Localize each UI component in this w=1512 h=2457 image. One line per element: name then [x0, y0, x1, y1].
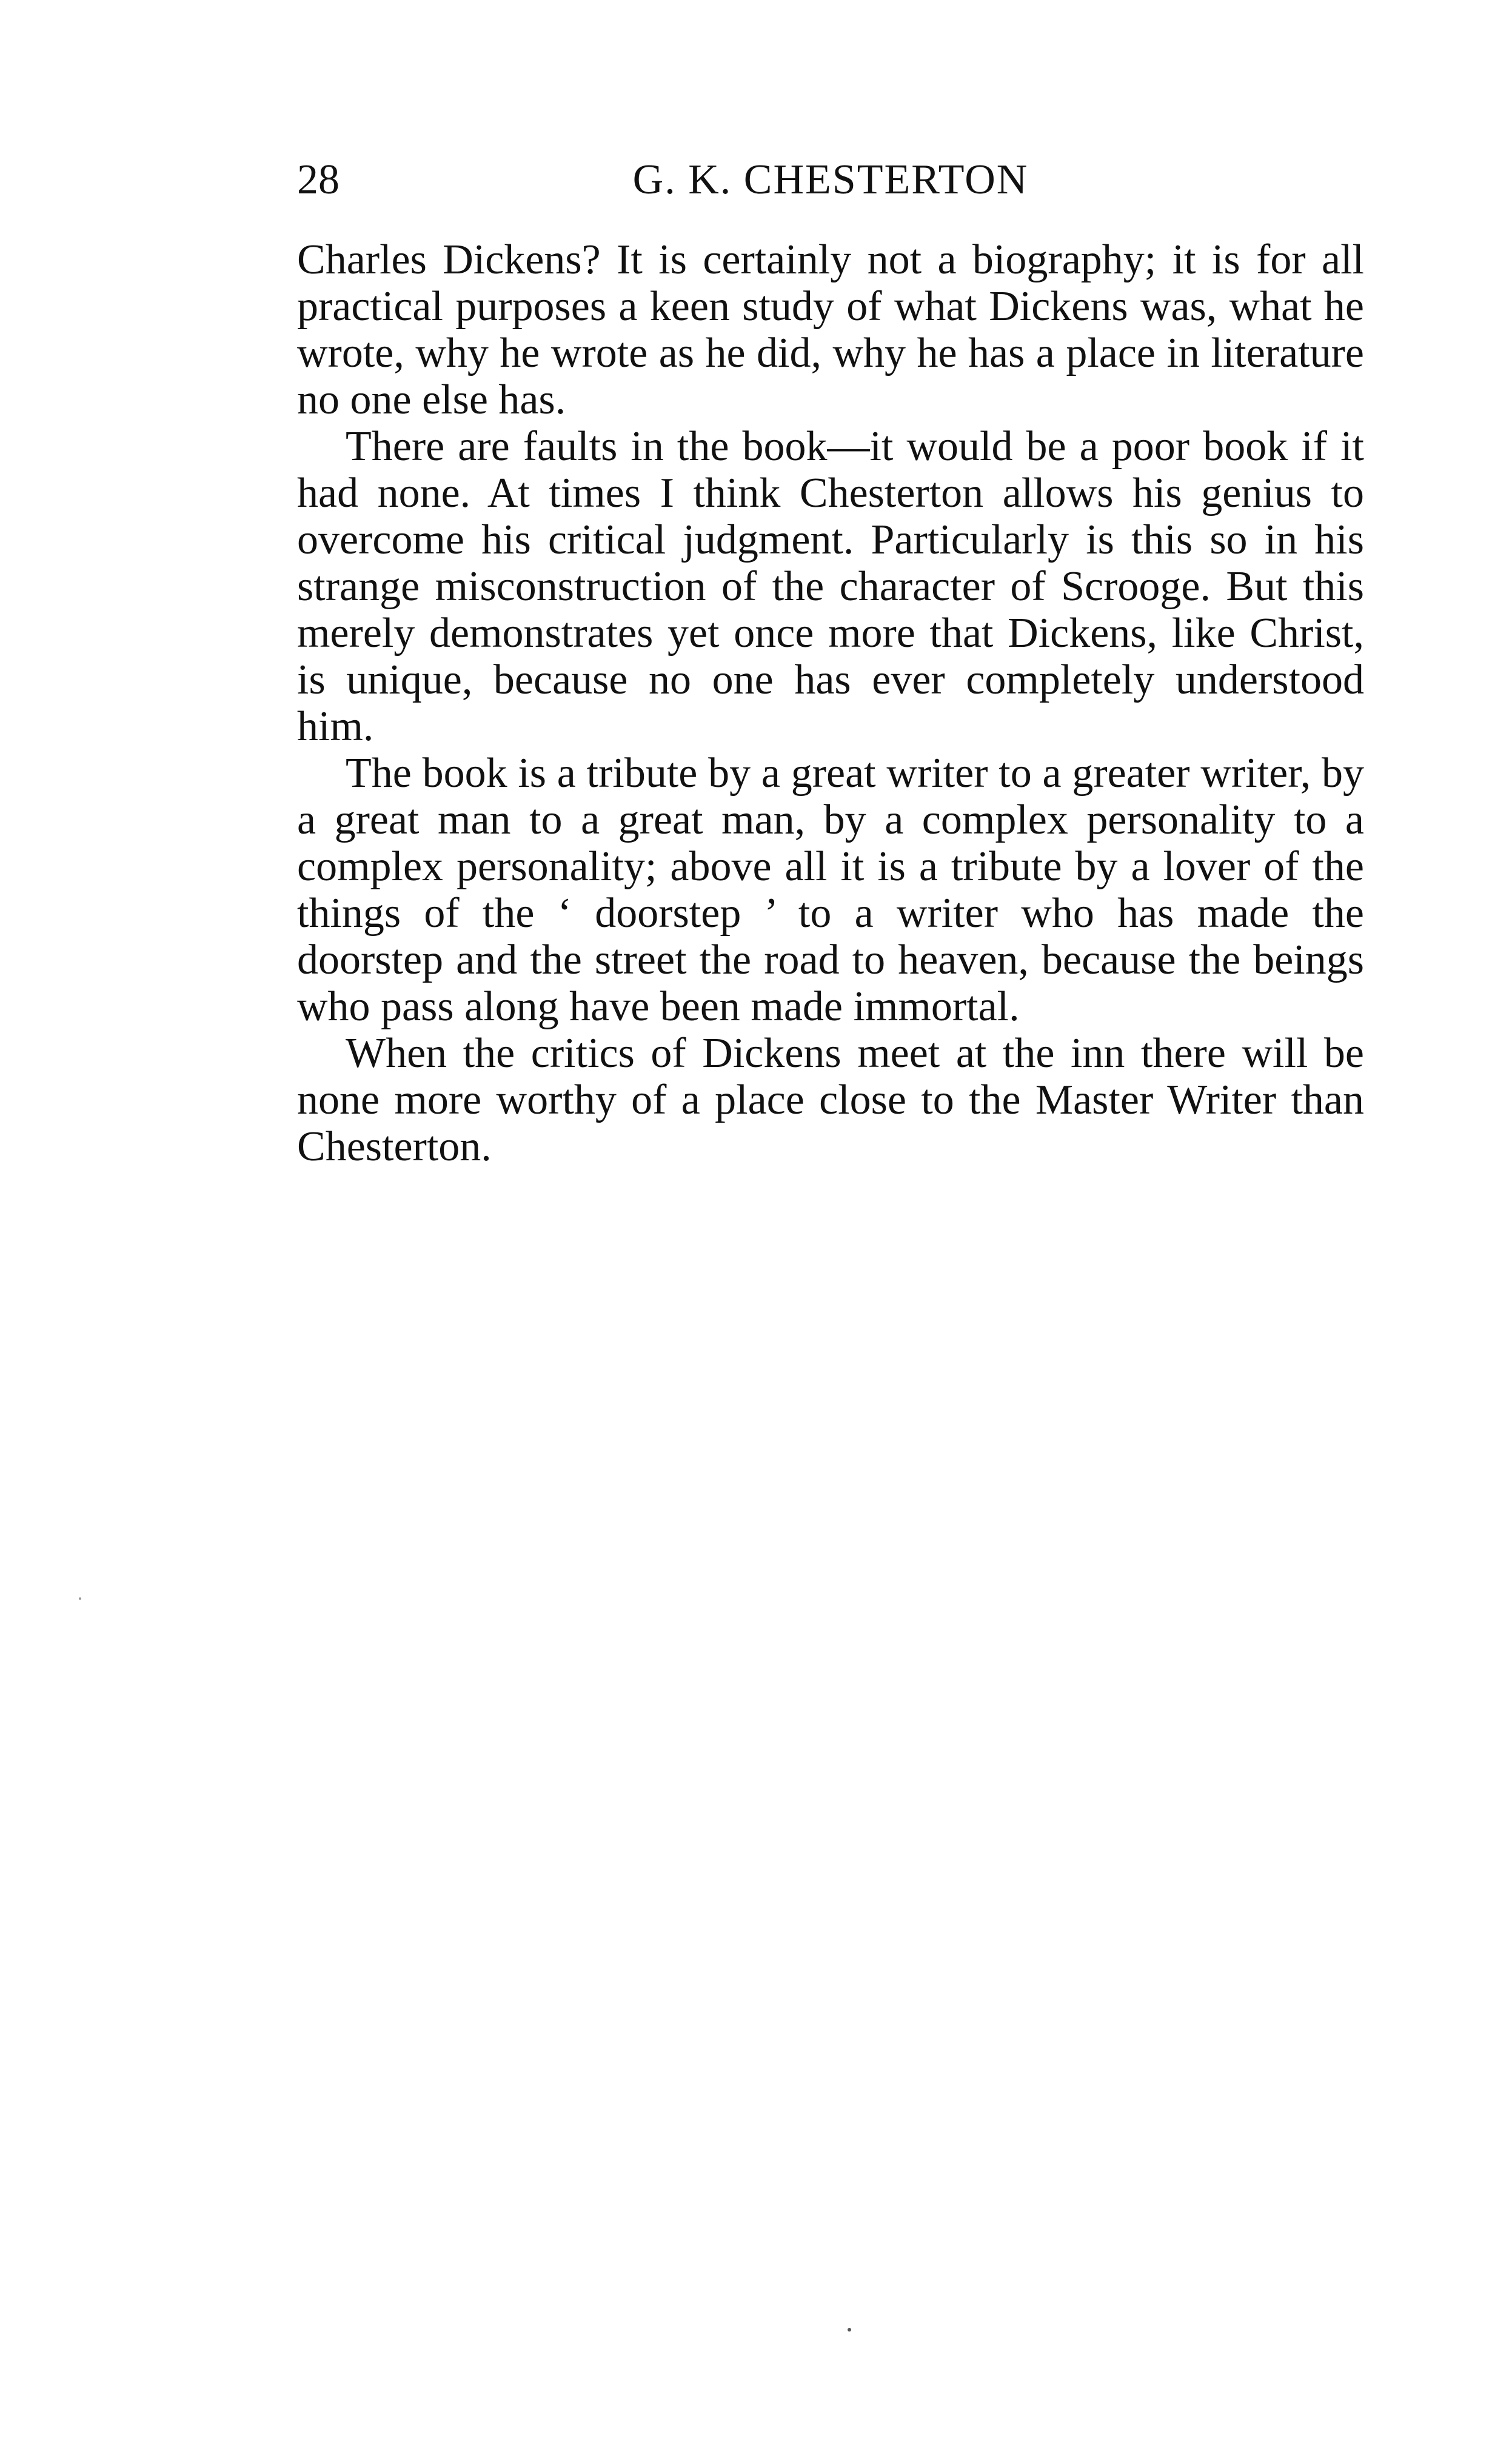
print-speck	[79, 1597, 81, 1600]
page-number: 28	[297, 156, 340, 203]
paragraph-tribute: The book is a tribute by a great writer to a greater writer, by a great man to a great man, by a complex personality to a complex personality; above all it is a tribute by a lover of the things of the ‘ doorstep ’ to a writer who has made the doorstep and the street the road to heaven, because the beings who pass along have been made immortal.	[297, 750, 1364, 1030]
print-speck	[848, 2328, 851, 2332]
paragraph-closing: When the critics of Dickens meet at the inn there will be none more worthy of a place close to the Master Writer than Chesterton.	[297, 1030, 1364, 1170]
running-head-title: G. K. CHESTERTON	[632, 156, 1029, 203]
paragraph-continued: Charles Dickens? It is certainly not a biography; it is for all practical purposes a keen study of what Dickens was, what he wrote, why he wrote as he did, why he has a place in literature no one else has.	[297, 236, 1364, 423]
body-text	[297, 236, 1364, 1170]
running-head	[297, 153, 1364, 207]
paragraph-faults: There are faults in the book—it would be a poor book if it had none. At times I think Chesterton allows his genius to overcome his critical judgment. Particularly is this so in his strange misconstruction of the character of Scrooge. But this merely demonstrates yet once more that Dickens, like Christ, is unique, because no one has ever completely understood him.	[297, 423, 1364, 750]
